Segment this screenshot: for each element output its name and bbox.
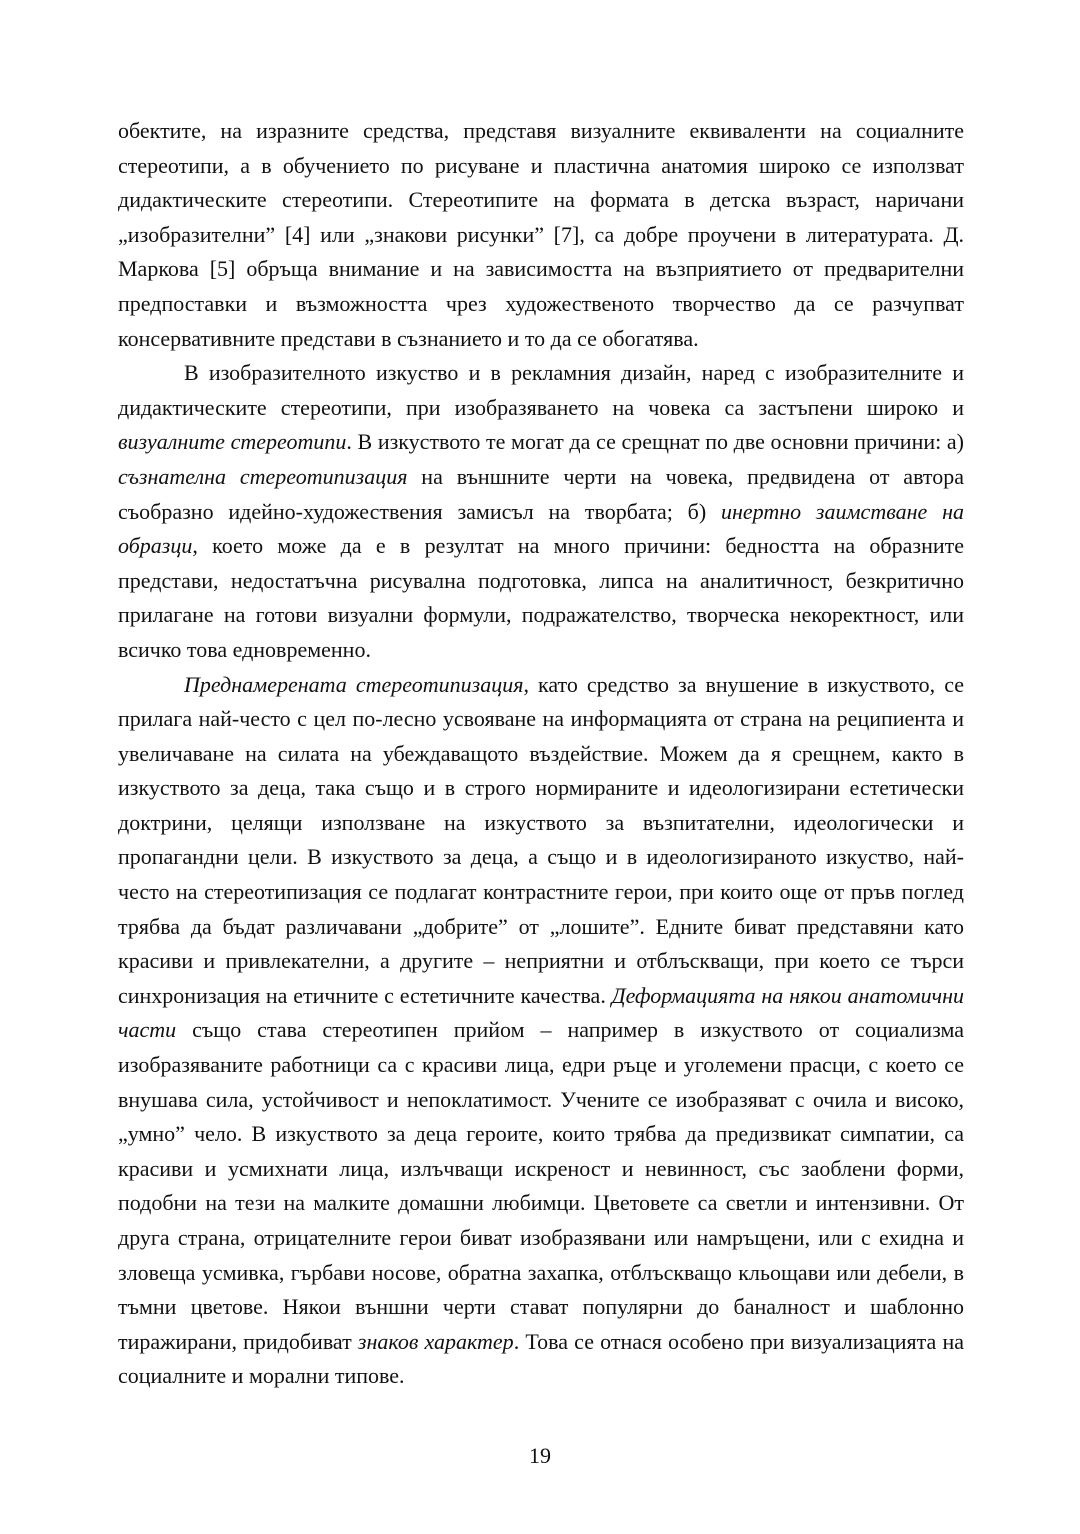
italic-term: Преднамерената стереотипизация — [184, 671, 524, 697]
italic-term: инертно заимстване на образци — [118, 498, 964, 559]
italic-term: съзнателна стереотипизация — [118, 463, 408, 489]
italic-term: Деформацията на някои анатомични части — [118, 982, 964, 1043]
text-segment: . В изкуството те могат да се срещнат по две основни причини: а) — [346, 429, 964, 455]
italic-term: знаков характер — [357, 1328, 514, 1354]
text-segment: В изобразителното изкуство и в рекламния дизайн, наред с изобразителните и дидактическите стереотипи, при изобразяването на човека са застъпени широко и — [118, 360, 964, 420]
paragraph-3 — [118, 668, 964, 1394]
text-segment: на външните черти на човека, предвидена от автора съобразно идейно-художествения замисъл на творбата; б) — [118, 463, 964, 524]
paragraph-1 — [118, 114, 964, 356]
paragraph-2 — [118, 356, 964, 667]
text-segment: също става стереотипен прийом – например в изкуството от социализма изобразяваните работници са с красиви лица, едри ръце и уголемени прасци, с което се внушава сила, устойчивост и непоклатимост. Учените се изобразяват с очила и високо, „умно” чело. В изкуството за деца героите, които трябва да предизвикат симпатии, са красиви и усмихнати лица, излъчващи искреност и невинност, със заоблени форми, подобни на тези на малките домашни любимци. Цветовете са светли и интензивни. От друга страна, отрицателните герои биват изобразявани или намръщени, или с ехидна и зловеща усмивка, гърбави носове, обратна захапка, отблъскващо кльощави или дебели, в тъмни цветове. Някои външни черти стават популярни до баналност и шаблонно тиражирани, придобиват — [118, 1017, 964, 1354]
text-segment: , което може да е в резултат на много причини: бедността на образните представи, недостатъчна рисувална подготовка, липса на аналитичност, безкритично прилагане на готови визуални формули, подражателство, творческа некоректност, или всичко това едновременно. — [118, 533, 964, 662]
text-segment: , като средство за внушение в изкуството, се прилага най-често с цел по-лесно усвояване на информацията от страна на реципиента и увеличаване на силата на убеждаващото въздействие. Можем да я срещнем, както в изкуството за деца, така също и в строго нормираните и идеологизирани естетически доктрини, целящи използване на изкуството за възпитателни, идеологически и пропагандни цели. В изкуството за деца, а също и в идеологизираното изкуство, най-често на стереотипизация се подлагат контрастните герои, при които още от пръв поглед трябва да бъдат различавани „добрите” от „лошите”. Едните биват представяни като красиви и привлекателни, а другите – неприятни и отблъскващи, при което се търси синхронизация на етичните с естетичните качества. — [118, 671, 964, 1008]
italic-term: визуалните стереотипи — [118, 429, 347, 455]
text-segment: обектите, на изразните средства, представя визуалните еквиваленти на социалните стереотипи, а в обучението по рисуване и пластична анатомия широко се използват дидактическите стереотипи. Стереотипите на формата в детска възраст, наричани „изобразителни” [4] или „знакови рисунки” [7], са добре проучени в литературата. Д. Маркова [5] обръща внимание и на зависимостта на възприятието от предварителни предпоставки и възможността чрез художественото творчество да се разчупват консервативните представи в съзнанието и то да се обогатява. — [118, 118, 964, 351]
text-segment: . Това се отнася особено при визуализацията на социалните и морални типове. — [118, 1328, 964, 1389]
page-body — [118, 114, 964, 1394]
page-number: 19 — [529, 1443, 551, 1468]
